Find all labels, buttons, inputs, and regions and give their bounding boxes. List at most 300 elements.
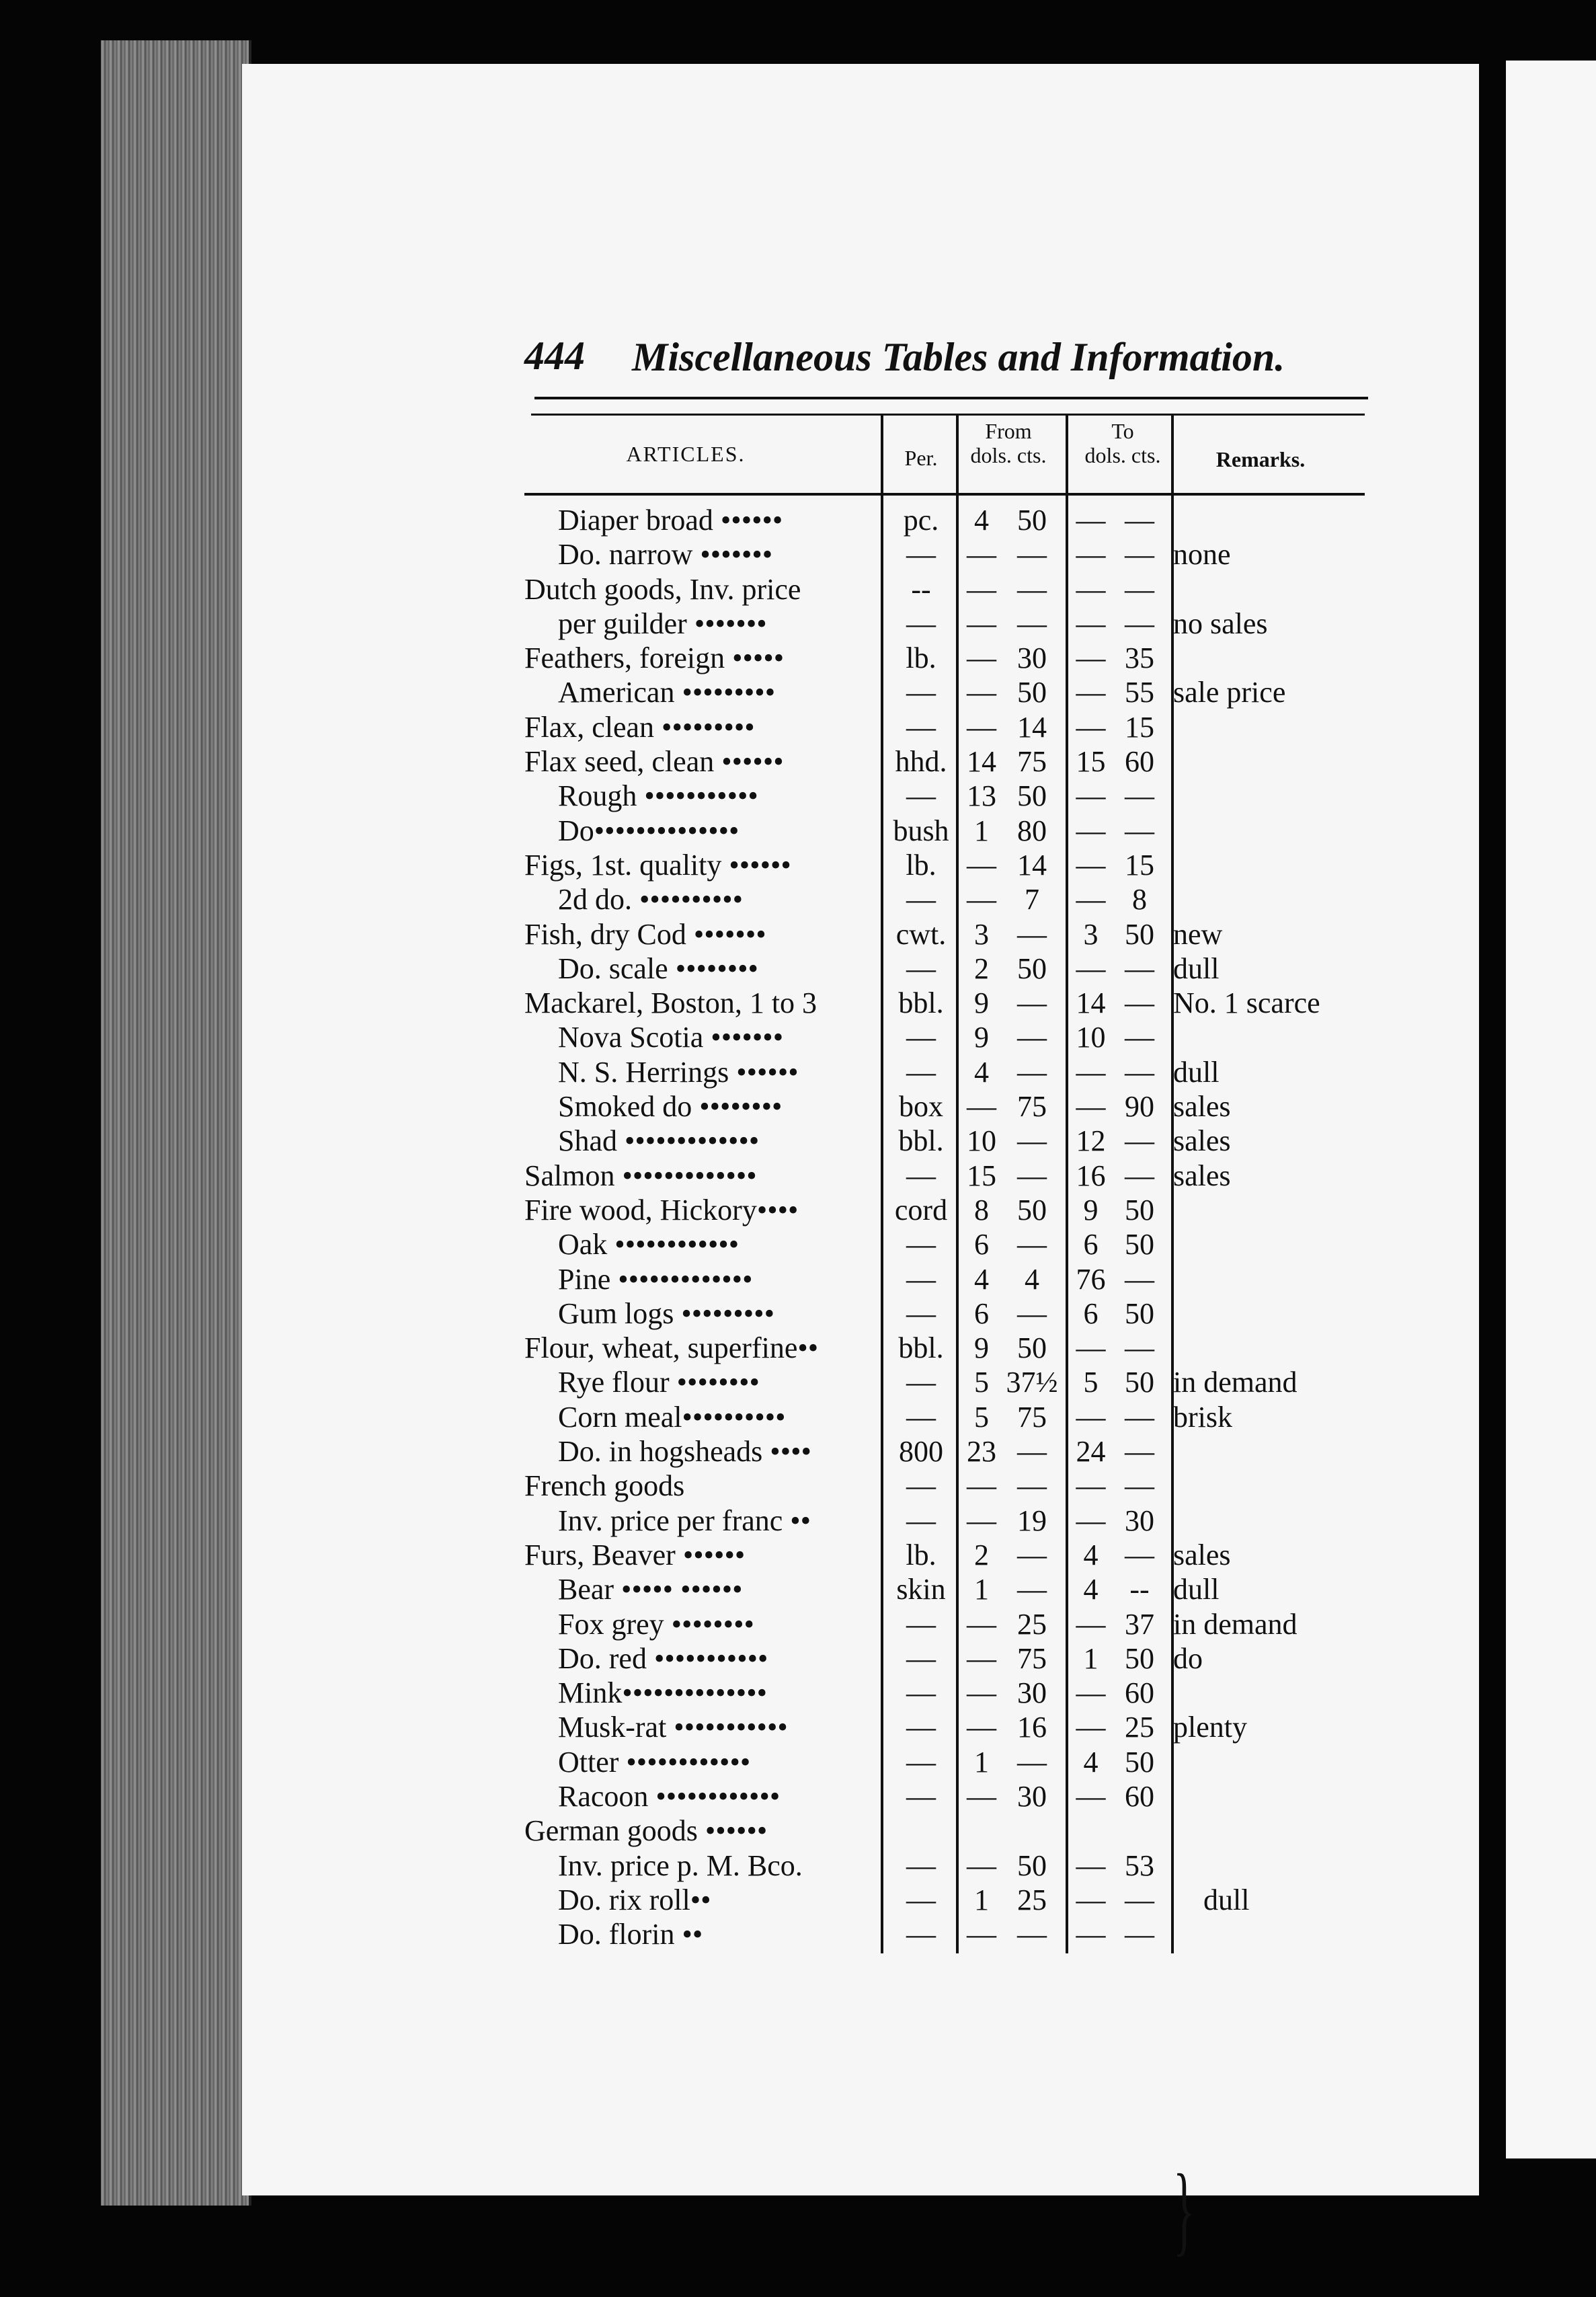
to-dols-cell: 6 <box>1083 1296 1099 1330</box>
to-cts-cell: 50 <box>1125 1745 1154 1779</box>
from-dols-cell: 5 <box>974 1400 989 1434</box>
per-cell: — <box>906 1469 936 1503</box>
remarks-cell: dull <box>1173 1573 1220 1606</box>
to-cts-cell: 25 <box>1125 1711 1154 1744</box>
from-cts-cell: 50 <box>1017 504 1047 537</box>
article-cell: Do. scale •••••••• <box>558 951 758 985</box>
from-dols-cell: — <box>967 848 996 882</box>
article-cell: Fox grey •••••••• <box>558 1607 754 1641</box>
table-row <box>524 1089 1371 1124</box>
from-cts-cell: 37½ <box>1006 1366 1058 1399</box>
article-cell: N. S. Herrings •••••• <box>558 1055 799 1089</box>
from-dols-cell: — <box>967 883 996 917</box>
from-dols-cell: — <box>967 607 996 640</box>
article-cell: Flour, wheat, superfine•• <box>524 1331 819 1365</box>
to-dols-cell: — <box>1076 1676 1106 1710</box>
from-dols-cell: — <box>967 710 996 744</box>
from-dols-cell: 9 <box>974 1331 989 1365</box>
page-header <box>524 333 1358 393</box>
to-dols-cell: — <box>1076 814 1106 847</box>
per-cell: — <box>906 1400 936 1434</box>
to-dols-cell: 76 <box>1076 1262 1106 1296</box>
from-cts-cell: — <box>1017 917 1047 951</box>
article-cell: Rough ••••••••••• <box>558 779 758 813</box>
to-cts-cell: — <box>1125 1400 1154 1434</box>
to-dols-cell: — <box>1076 1779 1106 1813</box>
from-cts-cell: — <box>1017 1021 1047 1054</box>
table-body <box>524 503 1371 1951</box>
table-row <box>524 1504 1371 1538</box>
header-remarks: Remarks. <box>1215 447 1306 471</box>
table-row <box>524 675 1371 709</box>
table-row <box>524 1779 1371 1814</box>
to-cts-cell: — <box>1125 538 1154 572</box>
article-cell: Dutch goods, Inv. price <box>524 572 801 606</box>
per-cell: — <box>906 951 936 985</box>
from-dols-cell: — <box>967 1918 996 1951</box>
book-page-edge <box>101 40 251 2206</box>
per-cell: — <box>906 1779 936 1813</box>
from-cts-cell: 50 <box>1017 951 1047 985</box>
from-cts-cell: — <box>1017 1228 1047 1261</box>
per-cell: — <box>906 676 936 709</box>
from-dols-cell: 5 <box>974 1366 989 1399</box>
article-cell: Musk-rat ••••••••••• <box>558 1711 788 1744</box>
per-cell: lb. <box>906 641 936 675</box>
per-cell: — <box>906 1228 936 1261</box>
table-row <box>524 572 1371 607</box>
article-cell: Inv. price per franc •• <box>558 1504 811 1537</box>
to-dols-cell: 1 <box>1083 1641 1099 1675</box>
per-cell: — <box>906 1883 936 1916</box>
article-cell: French goods <box>524 1469 685 1503</box>
article-cell: Nova Scotia ••••••• <box>558 1021 784 1054</box>
from-cts-cell: 80 <box>1017 814 1047 847</box>
header-from-bottom: dols. cts. <box>970 443 1047 467</box>
remarks-cell: in demand <box>1173 1607 1298 1641</box>
header-to-top: To <box>1111 419 1134 443</box>
from-dols-cell: — <box>967 1711 996 1744</box>
article-cell: Salmon ••••••••••••• <box>524 1159 757 1192</box>
from-cts-cell: 75 <box>1017 1641 1047 1675</box>
from-dols-cell: 1 <box>974 1883 989 1916</box>
table-row <box>524 1917 1371 1951</box>
remarks-cell: sale price <box>1173 676 1286 709</box>
to-cts-cell: 50 <box>1125 1228 1154 1261</box>
from-dols-cell: 6 <box>974 1296 989 1330</box>
to-cts-cell: — <box>1125 1883 1154 1916</box>
from-dols-cell: 4 <box>974 504 989 537</box>
from-dols-cell: 2 <box>974 951 989 985</box>
to-dols-cell: — <box>1076 848 1106 882</box>
table-row <box>524 1676 1371 1710</box>
article-cell: Flax seed, clean •••••• <box>524 745 784 779</box>
to-dols-cell: — <box>1076 1848 1106 1882</box>
to-cts-cell: 53 <box>1125 1848 1154 1882</box>
from-dols-cell: — <box>967 641 996 675</box>
per-cell: 800 <box>899 1435 943 1469</box>
table-row <box>524 1193 1371 1227</box>
to-cts-cell: — <box>1125 607 1154 640</box>
to-cts-cell: — <box>1125 1021 1154 1054</box>
header-rule-bottom <box>524 493 1365 496</box>
to-cts-cell: 55 <box>1125 676 1154 709</box>
table-row <box>524 607 1371 641</box>
to-dols-cell: — <box>1076 1469 1106 1503</box>
from-cts-cell: — <box>1017 1469 1047 1503</box>
from-cts-cell: 30 <box>1017 1676 1047 1710</box>
from-dols-cell: 15 <box>967 1159 996 1192</box>
table-row <box>524 1814 1371 1848</box>
table-row <box>524 1572 1371 1606</box>
from-cts-cell: — <box>1017 607 1047 640</box>
remarks-cell: dull <box>1203 1883 1250 1916</box>
to-cts-cell: 60 <box>1125 1676 1154 1710</box>
article-cell: Pine ••••••••••••• <box>558 1262 753 1296</box>
article-cell: Oak •••••••••••• <box>558 1228 740 1261</box>
from-cts-cell: 14 <box>1017 848 1047 882</box>
to-cts-cell: 15 <box>1125 710 1154 744</box>
from-cts-cell: 14 <box>1017 710 1047 744</box>
per-cell: bbl. <box>898 1124 944 1158</box>
from-cts-cell: — <box>1017 1435 1047 1469</box>
article-cell: Furs, Beaver •••••• <box>524 1538 746 1571</box>
to-cts-cell: 50 <box>1125 1296 1154 1330</box>
table-row <box>524 1710 1371 1744</box>
to-dols-cell: — <box>1076 1607 1106 1641</box>
from-dols-cell: 1 <box>974 814 989 847</box>
from-cts-cell: — <box>1017 1159 1047 1192</box>
from-dols-cell: — <box>967 1676 996 1710</box>
article-cell: American ••••••••• <box>558 676 776 709</box>
table-row <box>524 814 1371 848</box>
to-dols-cell: — <box>1076 538 1106 572</box>
from-dols-cell: 2 <box>974 1538 989 1571</box>
per-cell: bbl. <box>898 986 944 1020</box>
per-cell: hhd. <box>895 745 947 779</box>
from-dols-cell: 4 <box>974 1055 989 1089</box>
to-cts-cell: — <box>1125 951 1154 985</box>
to-cts-cell: 50 <box>1125 917 1154 951</box>
from-cts-cell: 50 <box>1017 676 1047 709</box>
table-row <box>524 710 1371 744</box>
per-cell: -- <box>911 572 931 606</box>
per-cell: — <box>906 1607 936 1641</box>
per-cell: — <box>906 1711 936 1744</box>
article-cell: Fire wood, Hickory•••• <box>524 1193 799 1227</box>
from-dols-cell: — <box>967 1504 996 1537</box>
article-cell: Gum logs ••••••••• <box>558 1296 774 1330</box>
to-cts-cell: 37 <box>1125 1607 1154 1641</box>
from-dols-cell: — <box>967 1779 996 1813</box>
article-cell: Mackarel, Boston, 1 to 3 <box>524 986 817 1020</box>
article-cell: Feathers, foreign ••••• <box>524 641 785 675</box>
article-cell: per guilder ••••••• <box>558 607 767 640</box>
table-row <box>524 1296 1371 1331</box>
to-dols-cell: — <box>1076 1055 1106 1089</box>
from-cts-cell: — <box>1017 1296 1047 1330</box>
per-cell: — <box>906 1745 936 1779</box>
remarks-cell: dull <box>1173 951 1220 985</box>
to-dols-cell: — <box>1076 883 1106 917</box>
from-dols-cell: 1 <box>974 1745 989 1779</box>
to-cts-cell: 50 <box>1125 1641 1154 1675</box>
to-dols-cell: — <box>1076 504 1106 537</box>
per-cell: box <box>899 1090 943 1124</box>
per-cell: — <box>906 710 936 744</box>
price-table <box>524 414 1371 2265</box>
from-dols-cell: — <box>967 1641 996 1675</box>
brace-symbol: } <box>1173 2154 1195 2265</box>
per-cell: — <box>906 1159 936 1192</box>
to-cts-cell: -- <box>1129 1573 1150 1606</box>
header-from-top: From <box>985 419 1032 443</box>
per-cell: cwt. <box>895 917 947 951</box>
per-cell: lb. <box>906 1538 936 1571</box>
to-dols-cell: 12 <box>1076 1124 1106 1158</box>
to-dols-cell: 10 <box>1076 1021 1106 1054</box>
article-cell: German goods •••••• <box>524 1814 768 1848</box>
table-row <box>524 1607 1371 1641</box>
from-cts-cell: — <box>1017 1124 1047 1158</box>
to-cts-cell: — <box>1125 504 1154 537</box>
to-dols-cell: 4 <box>1083 1573 1099 1606</box>
from-cts-cell: 75 <box>1017 745 1047 779</box>
remarks-cell: sales <box>1173 1159 1231 1192</box>
article-cell: Fish, dry Cod ••••••• <box>524 917 766 951</box>
header-from <box>951 419 1066 467</box>
remarks-cell: sales <box>1173 1090 1231 1124</box>
table-row <box>524 1641 1371 1676</box>
from-dols-cell: — <box>967 538 996 572</box>
per-cell: — <box>906 538 936 572</box>
article-cell: Otter •••••••••••• <box>558 1745 751 1779</box>
table-row <box>524 1745 1371 1779</box>
per-cell: — <box>906 1021 936 1054</box>
from-cts-cell: 16 <box>1017 1711 1047 1744</box>
article-cell: Diaper broad •••••• <box>558 504 783 537</box>
table-row <box>524 1883 1371 1917</box>
to-cts-cell: 50 <box>1125 1193 1154 1227</box>
from-dols-cell: 10 <box>967 1124 996 1158</box>
to-cts-cell: — <box>1125 1331 1154 1365</box>
table-row <box>524 951 1371 986</box>
to-dols-cell: — <box>1076 1883 1106 1916</box>
table-row <box>524 779 1371 813</box>
per-cell: — <box>906 1055 936 1089</box>
to-cts-cell: — <box>1125 1124 1154 1158</box>
to-dols-cell: 5 <box>1083 1366 1099 1399</box>
to-cts-cell: 35 <box>1125 641 1154 675</box>
article-cell: Rye flour •••••••• <box>558 1366 760 1399</box>
running-title: Miscellaneous Tables and Information. <box>632 335 1285 379</box>
table-row <box>524 1365 1371 1399</box>
to-dols-cell: — <box>1076 1090 1106 1124</box>
to-cts-cell: — <box>1125 1262 1154 1296</box>
from-dols-cell: — <box>967 1848 996 1882</box>
article-cell: Do. in hogsheads •••• <box>558 1435 811 1469</box>
to-dols-cell: — <box>1076 1400 1106 1434</box>
per-cell: bbl. <box>898 1331 944 1365</box>
to-dols-cell: — <box>1076 641 1106 675</box>
per-cell: pc. <box>903 504 939 537</box>
per-cell: skin <box>896 1573 946 1606</box>
to-dols-cell: 4 <box>1083 1745 1099 1779</box>
to-dols-cell: — <box>1076 676 1106 709</box>
table-row <box>524 744 1371 779</box>
table-top-rule <box>531 414 1365 416</box>
from-cts-cell: 30 <box>1017 641 1047 675</box>
from-dols-cell: 9 <box>974 1021 989 1054</box>
table-row <box>524 1469 1371 1503</box>
per-cell: — <box>906 883 936 917</box>
to-dols-cell: — <box>1076 951 1106 985</box>
from-cts-cell: 25 <box>1017 1607 1047 1641</box>
from-cts-cell: 75 <box>1017 1400 1047 1434</box>
page-number: 444 <box>524 334 585 378</box>
per-cell: lb. <box>906 848 936 882</box>
article-cell: Bear ••••• •••••• <box>558 1573 743 1606</box>
from-dols-cell: 9 <box>974 986 989 1020</box>
remarks-cell: none <box>1173 538 1231 572</box>
from-cts-cell: 19 <box>1017 1504 1047 1537</box>
table-row <box>524 1262 1371 1296</box>
to-dols-cell: 9 <box>1083 1193 1099 1227</box>
from-dols-cell: 8 <box>974 1193 989 1227</box>
to-cts-cell: 30 <box>1125 1504 1154 1537</box>
header-to <box>1069 419 1176 467</box>
header-rule <box>534 397 1368 399</box>
table-row <box>524 1331 1371 1365</box>
article-cell: Mink•••••••••••••• <box>558 1676 768 1710</box>
from-cts-cell: — <box>1017 986 1047 1020</box>
per-cell: — <box>906 1641 936 1675</box>
from-dols-cell: 23 <box>967 1435 996 1469</box>
to-dols-cell: 24 <box>1076 1435 1106 1469</box>
to-dols-cell: — <box>1076 1331 1106 1365</box>
from-cts-cell: 75 <box>1017 1090 1047 1124</box>
table-row <box>524 1434 1371 1469</box>
from-cts-cell: — <box>1017 1918 1047 1951</box>
from-cts-cell: 4 <box>1025 1262 1039 1296</box>
remarks-cell: no sales <box>1173 607 1268 640</box>
per-cell: — <box>906 1504 936 1537</box>
article-cell: Flax, clean ••••••••• <box>524 710 755 744</box>
from-cts-cell: 50 <box>1017 1331 1047 1365</box>
to-cts-cell: 50 <box>1125 1366 1154 1399</box>
from-dols-cell: 3 <box>974 917 989 951</box>
from-dols-cell: 13 <box>967 779 996 813</box>
remarks-cell: plenty <box>1173 1711 1247 1744</box>
to-dols-cell: — <box>1076 779 1106 813</box>
to-dols-cell: — <box>1076 1504 1106 1537</box>
to-cts-cell: — <box>1125 814 1154 847</box>
to-cts-cell: — <box>1125 1159 1154 1192</box>
from-cts-cell: — <box>1017 1538 1047 1571</box>
article-cell: Do•••••••••••••• <box>558 814 740 847</box>
to-dols-cell: 4 <box>1083 1538 1099 1571</box>
from-dols-cell: — <box>967 1469 996 1503</box>
table-row <box>524 537 1371 572</box>
per-cell: — <box>906 1366 936 1399</box>
to-dols-cell: — <box>1076 572 1106 606</box>
from-cts-cell: — <box>1017 538 1047 572</box>
from-dols-cell: 4 <box>974 1262 989 1296</box>
to-cts-cell: — <box>1125 572 1154 606</box>
to-cts-cell: — <box>1125 1918 1154 1951</box>
table-row <box>524 1848 1371 1883</box>
article-cell: Racoon •••••••••••• <box>558 1779 781 1813</box>
article-cell: Smoked do •••••••• <box>558 1090 783 1124</box>
from-cts-cell: 7 <box>1025 883 1039 917</box>
table-row <box>524 986 1371 1020</box>
article-cell: 2d do. •••••••••• <box>558 883 744 917</box>
from-dols-cell: — <box>967 676 996 709</box>
from-dols-cell: — <box>967 572 996 606</box>
to-cts-cell: 90 <box>1125 1090 1154 1124</box>
table-row <box>524 882 1371 917</box>
to-dols-cell: — <box>1076 607 1106 640</box>
article-cell: Figs, 1st. quality •••••• <box>524 848 791 882</box>
header-to-bottom: dols. cts. <box>1084 443 1161 467</box>
from-dols-cell: — <box>967 1607 996 1641</box>
to-cts-cell: 8 <box>1132 883 1147 917</box>
from-cts-cell: 25 <box>1017 1883 1047 1916</box>
to-cts-cell: 60 <box>1125 1779 1154 1813</box>
table-row <box>524 1400 1371 1434</box>
header-per: Per. <box>904 446 938 470</box>
table-row <box>524 1055 1371 1089</box>
per-cell: — <box>906 1848 936 1882</box>
table-row <box>524 848 1371 882</box>
remarks-cell: new <box>1173 917 1223 951</box>
article-cell: Inv. price p. M. Bco. <box>558 1848 803 1882</box>
article-cell: Do. red ••••••••••• <box>558 1641 768 1675</box>
header-articles: ARTICLES. <box>626 442 746 466</box>
facing-page-edge <box>1506 61 1596 2158</box>
to-dols-cell: 3 <box>1083 917 1099 951</box>
from-cts-cell: 50 <box>1017 1193 1047 1227</box>
from-dols-cell: 14 <box>967 745 996 779</box>
from-dols-cell: 6 <box>974 1228 989 1261</box>
from-cts-cell: 50 <box>1017 779 1047 813</box>
article-cell: Corn meal•••••••••• <box>558 1400 786 1434</box>
table-row <box>524 1538 1371 1572</box>
to-cts-cell: — <box>1125 986 1154 1020</box>
article-cell: Do. rix roll•• <box>558 1883 711 1916</box>
article-cell: Shad ••••••••••••• <box>558 1124 760 1158</box>
to-dols-cell: — <box>1076 1711 1106 1744</box>
to-cts-cell: — <box>1125 1055 1154 1089</box>
per-cell: — <box>906 607 936 640</box>
to-dols-cell: 14 <box>1076 986 1106 1020</box>
per-cell: — <box>906 1918 936 1951</box>
per-cell: — <box>906 779 936 813</box>
to-cts-cell: 60 <box>1125 745 1154 779</box>
remarks-cell: No. 1 scarce <box>1173 986 1320 1020</box>
from-cts-cell: — <box>1017 1745 1047 1779</box>
from-cts-cell: — <box>1017 1055 1047 1089</box>
table-row <box>524 641 1371 675</box>
article-cell: Do. florin •• <box>558 1918 703 1951</box>
to-dols-cell: — <box>1076 1918 1106 1951</box>
to-dols-cell: — <box>1076 710 1106 744</box>
remarks-cell: sales <box>1173 1124 1231 1158</box>
to-cts-cell: — <box>1125 779 1154 813</box>
remarks-cell: do <box>1173 1641 1203 1675</box>
remarks-cell: sales <box>1173 1538 1231 1571</box>
from-dols-cell: 1 <box>974 1573 989 1606</box>
